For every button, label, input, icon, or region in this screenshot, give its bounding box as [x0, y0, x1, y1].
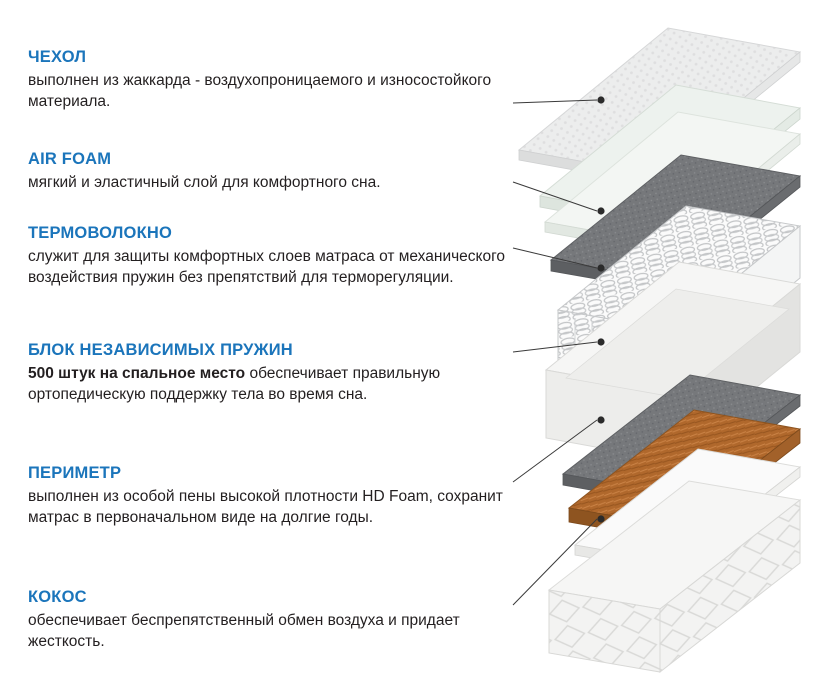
annotation-perimeter	[28, 464, 538, 528]
annotation-air-foam-body: мягкий и эластичный слой для комфортного сна.	[28, 173, 381, 191]
annotation-spring-block-body	[28, 364, 538, 405]
annotation-thermo-fiber-title: ТЕРМОВОЛОКНО	[28, 224, 173, 242]
annotation-thermo-fiber	[28, 224, 538, 288]
annotation-perimeter-title: ПЕРИМЕТР	[28, 464, 122, 482]
annotation-thermo-fiber-body: служит для защиты комфортных слоев матраса от механического воздействия пружин без препятствий для терморегуляции.	[28, 247, 506, 286]
annotation-coconut	[28, 588, 538, 652]
annotation-spring-block	[28, 341, 538, 405]
annotation-cover-body: выполнен из жаккарда - воздухопроницаемого и износостойкого материала.	[28, 71, 492, 110]
annotation-coconut-body: обеспечивает беспрепятственный обмен воздуха и придает жесткость.	[28, 611, 460, 650]
annotation-air-foam-title: AIR FOAM	[28, 150, 112, 168]
annotation-spring-block-rest: обеспечивает правильную ортопедическую поддержку тела во время сна.	[28, 364, 441, 403]
annotation-cover	[28, 48, 538, 112]
annotation-cover-title: ЧЕХОЛ	[28, 48, 87, 66]
annotation-perimeter-body: выполнен из особой пены высокой плотности HD Foam, сохранит матрас в первоначальном виде на долгие годы.	[28, 487, 503, 526]
annotation-coconut-title: КОКОС	[28, 588, 87, 606]
annotation-air-foam	[28, 150, 538, 194]
annotation-spring-block-emphasis: 500 штук на спальное место	[28, 364, 246, 382]
annotation-spring-block-title: БЛОК НЕЗАВИСИМЫХ ПРУЖИН	[28, 341, 293, 359]
